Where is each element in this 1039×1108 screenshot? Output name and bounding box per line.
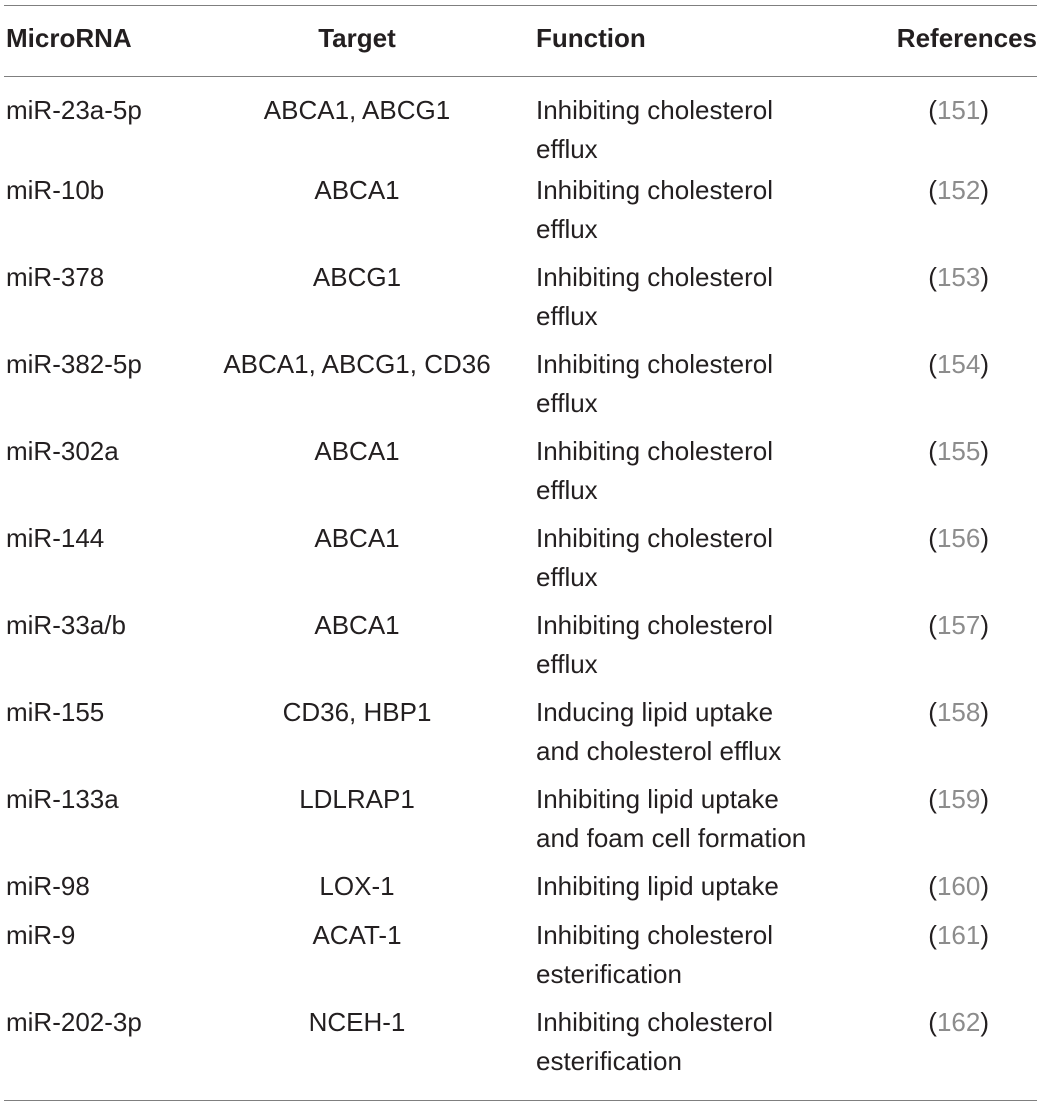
function-line-1: Inhibiting cholesterol xyxy=(536,175,774,205)
cell-microrna: miR-98 xyxy=(6,871,90,901)
reference-link[interactable]: 151 xyxy=(936,95,981,125)
cell-reference: (154) xyxy=(928,349,989,379)
cell-target: ABCA1 xyxy=(314,436,400,466)
table-row xyxy=(4,780,1037,867)
header-references: References xyxy=(896,23,1037,53)
cell-function xyxy=(528,345,860,432)
reference-link[interactable]: 160 xyxy=(936,871,981,901)
header-microrna: MicroRNA xyxy=(6,23,132,53)
cell-microrna: miR-155 xyxy=(6,697,105,727)
table-row xyxy=(4,258,1037,345)
table-row xyxy=(4,432,1037,519)
cell-microrna: miR-133a xyxy=(6,784,119,814)
cell-microrna: miR-382-5p xyxy=(6,349,142,379)
function-line-2: and foam cell formation xyxy=(536,823,807,853)
cell-reference: (162) xyxy=(928,1007,989,1037)
cell-reference: (156) xyxy=(928,523,989,553)
function-line-1: Inhibiting cholesterol xyxy=(536,436,774,466)
cell-microrna: miR-33a/b xyxy=(6,610,126,640)
function-line-1: Inhibiting cholesterol xyxy=(536,349,774,379)
cell-microrna: miR-302a xyxy=(6,436,119,466)
cell-reference: (153) xyxy=(928,262,989,292)
function-line-2: efflux xyxy=(536,562,598,592)
function-line-1: Inhibiting lipid uptake xyxy=(536,784,779,814)
cell-target: ABCA1 xyxy=(314,175,400,205)
cell-target: LDLRAP1 xyxy=(299,784,415,814)
cell-target: ABCA1, ABCG1, CD36 xyxy=(223,349,491,379)
function-line-1: Inhibiting cholesterol xyxy=(536,262,774,292)
cell-reference: (160) xyxy=(928,871,989,901)
cell-function xyxy=(528,606,860,693)
function-line-2: esterification xyxy=(536,959,682,989)
function-line-1: Inhibiting cholesterol xyxy=(536,1007,774,1037)
table-row xyxy=(4,867,1037,916)
cell-microrna: miR-9 xyxy=(6,920,76,950)
cell-microrna: miR-23a-5p xyxy=(6,95,142,125)
cell-reference: (157) xyxy=(928,610,989,640)
function-line-2: efflux xyxy=(536,301,598,331)
cell-function xyxy=(528,1003,860,1090)
function-line-1: Inducing lipid uptake xyxy=(536,697,774,727)
function-line-2: efflux xyxy=(536,649,598,679)
cell-reference: (152) xyxy=(928,175,989,205)
cell-microrna: miR-202-3p xyxy=(6,1007,142,1037)
reference-link[interactable]: 157 xyxy=(936,610,981,640)
function-line-1: Inhibiting cholesterol xyxy=(536,920,774,950)
cell-target: NCEH-1 xyxy=(308,1007,406,1037)
cell-function xyxy=(528,519,860,606)
cell-function xyxy=(528,916,860,1003)
cell-target: ACAT-1 xyxy=(312,920,402,950)
cell-function xyxy=(528,171,860,258)
cell-target: LOX-1 xyxy=(319,871,395,901)
cell-function xyxy=(528,693,860,780)
function-line-2: and cholesterol efflux xyxy=(536,736,782,766)
table-row xyxy=(4,345,1037,432)
cell-function xyxy=(528,780,860,867)
cell-target: CD36, HBP1 xyxy=(282,697,432,727)
header-function: Function xyxy=(536,23,646,53)
reference-link[interactable]: 159 xyxy=(936,784,981,814)
cell-microrna: miR-144 xyxy=(6,523,105,553)
function-line-1: Inhibiting cholesterol xyxy=(536,610,774,640)
reference-link[interactable]: 154 xyxy=(936,349,981,379)
reference-link[interactable]: 155 xyxy=(936,436,981,466)
cell-target: ABCA1, ABCG1 xyxy=(263,95,451,125)
table-header xyxy=(4,0,1037,76)
table-row xyxy=(4,606,1037,693)
function-line-2: efflux xyxy=(536,214,598,244)
cell-microrna: miR-10b xyxy=(6,175,105,205)
cell-target: ABCA1 xyxy=(314,523,400,553)
function-line-2: efflux xyxy=(536,134,598,164)
cell-function xyxy=(528,258,860,345)
reference-link[interactable]: 156 xyxy=(936,523,981,553)
reference-link[interactable]: 153 xyxy=(936,262,981,292)
cell-reference: (159) xyxy=(928,784,989,814)
function-line-2: efflux xyxy=(536,388,598,418)
cell-target: ABCA1 xyxy=(314,610,400,640)
cell-reference: (158) xyxy=(928,697,989,727)
table-row xyxy=(4,76,1037,171)
reference-link[interactable]: 161 xyxy=(936,920,981,950)
reference-link[interactable]: 158 xyxy=(936,697,981,727)
table-bottom-rule xyxy=(4,1100,1037,1101)
reference-link[interactable]: 162 xyxy=(936,1007,981,1037)
table-row xyxy=(4,1003,1037,1090)
function-line-1: Inhibiting lipid uptake xyxy=(536,871,779,901)
cell-reference: (161) xyxy=(928,920,989,950)
cell-microrna: miR-378 xyxy=(6,262,105,292)
function-line-1: Inhibiting cholesterol xyxy=(536,95,774,125)
cell-reference: (151) xyxy=(928,95,989,125)
cell-function xyxy=(528,76,860,171)
reference-link[interactable]: 152 xyxy=(936,175,981,205)
table-row xyxy=(4,916,1037,1003)
function-line-1: Inhibiting cholesterol xyxy=(536,523,774,553)
cell-reference: (155) xyxy=(928,436,989,466)
cell-function xyxy=(528,432,860,519)
table-row xyxy=(4,519,1037,606)
table-row xyxy=(4,171,1037,258)
function-line-2: esterification xyxy=(536,1046,682,1076)
table-body xyxy=(4,76,1037,1090)
header-target: Target xyxy=(318,23,396,53)
cell-target: ABCG1 xyxy=(312,262,402,292)
data-table xyxy=(4,0,1037,1090)
table-row xyxy=(4,693,1037,780)
cell-function xyxy=(528,867,860,916)
function-line-2: efflux xyxy=(536,475,598,505)
